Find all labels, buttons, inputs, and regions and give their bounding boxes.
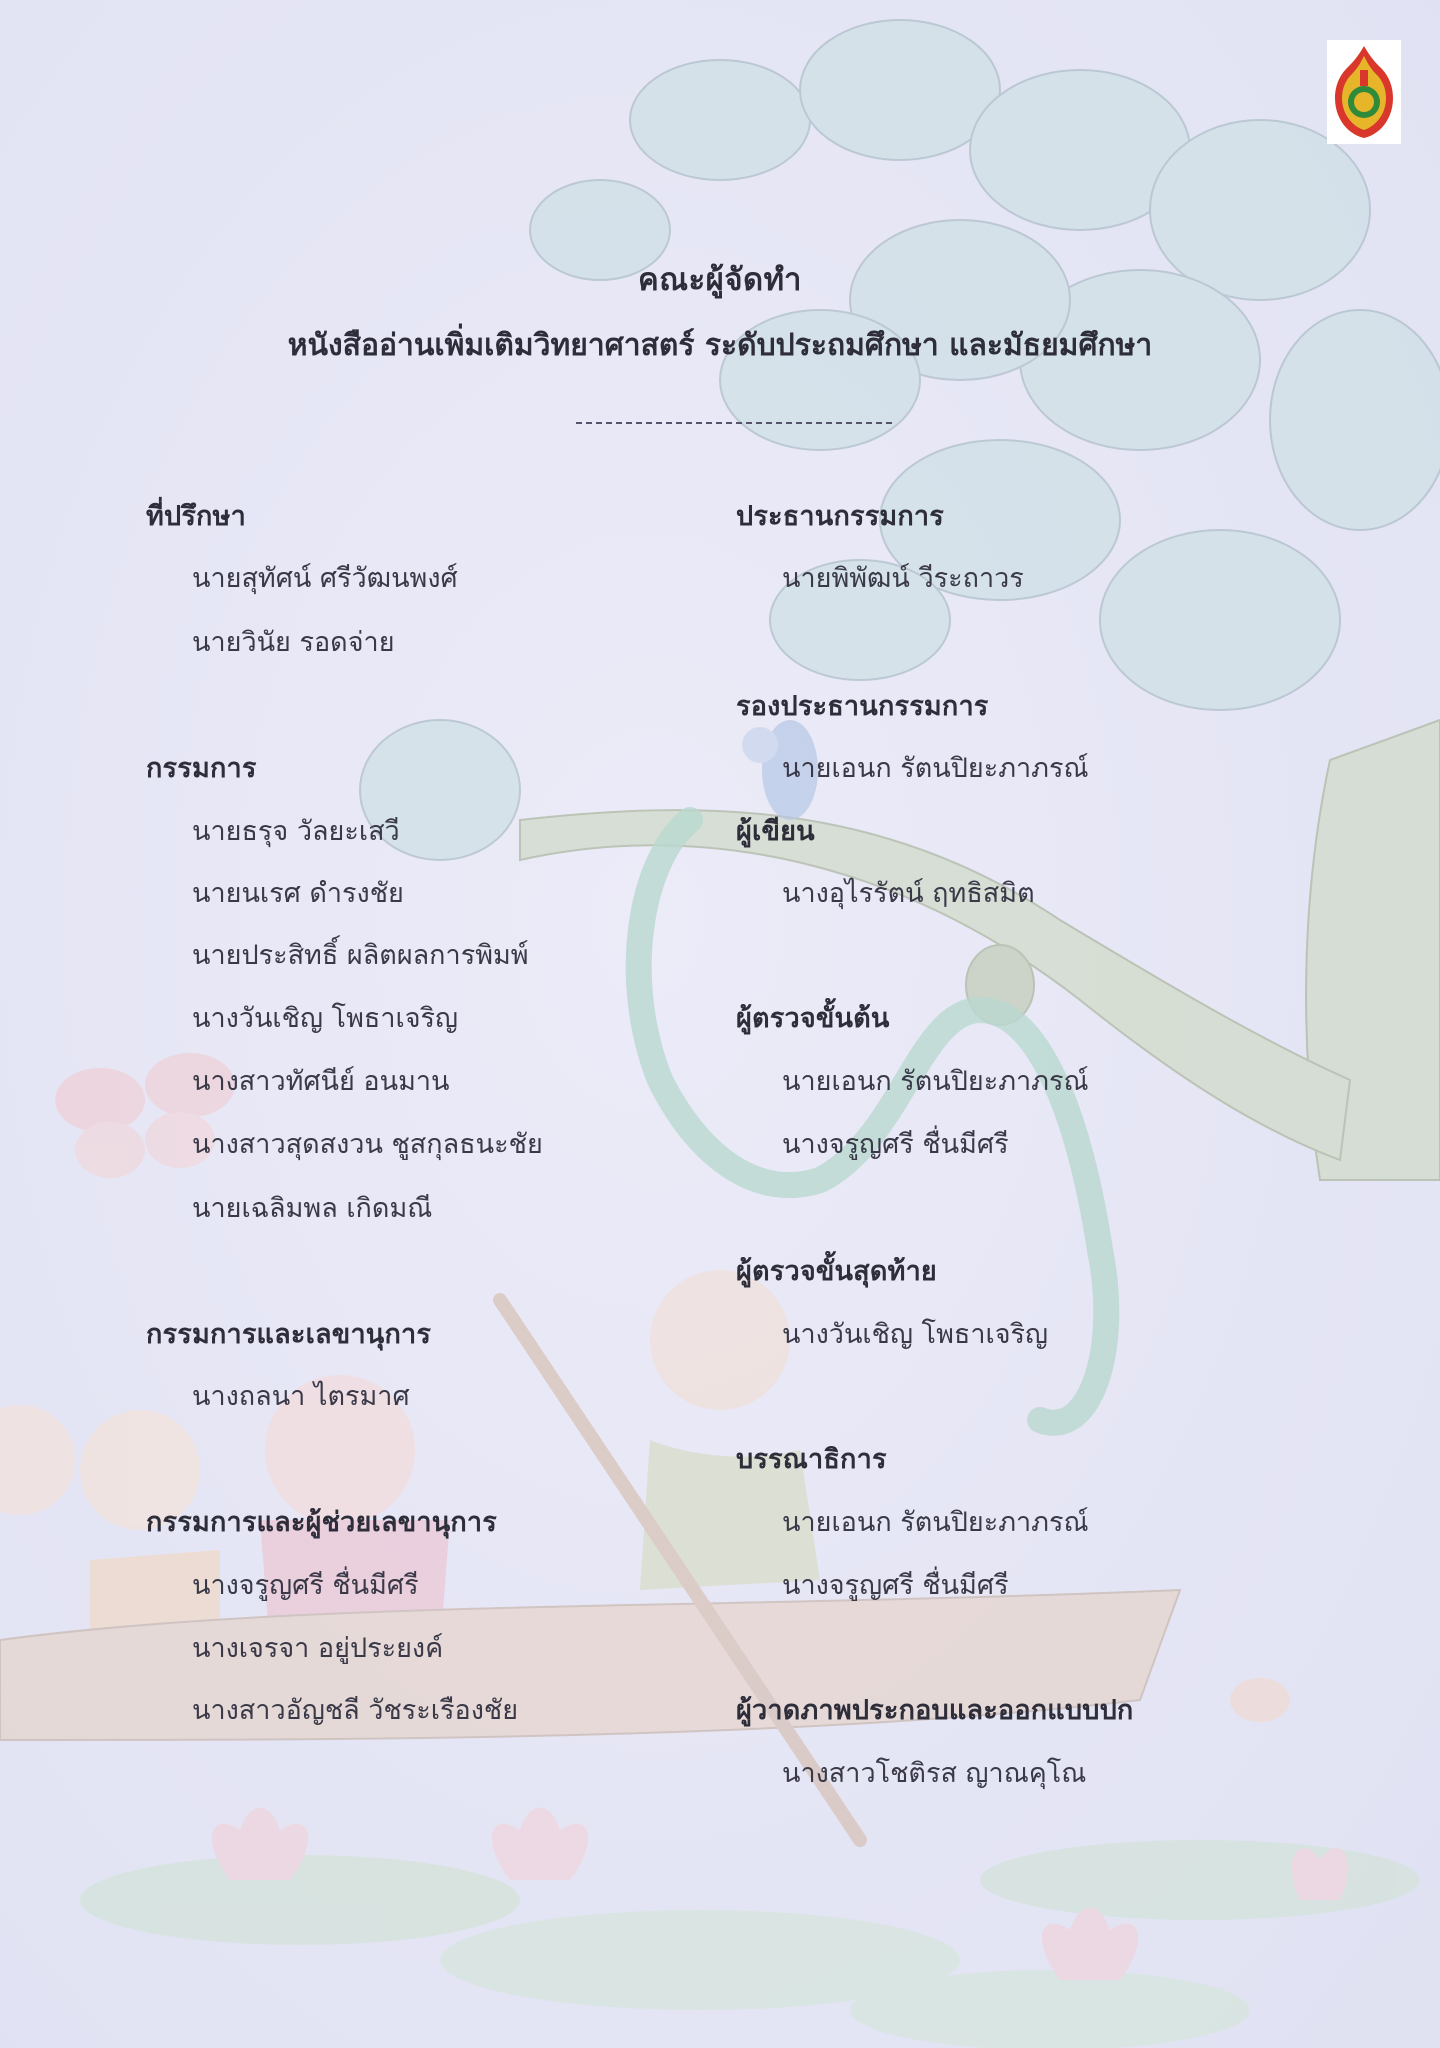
committee-member: นางสาวทัศนีย์ อนมาน bbox=[192, 1066, 450, 1097]
final-review-heading: ผู้ตรวจขั้นสุดท้าย bbox=[736, 1256, 937, 1287]
page-title: คณะผู้จัดทำ bbox=[638, 262, 802, 298]
committee-member: นางสาวสุดสงวน ชูสกุลธนะชัย bbox=[192, 1129, 543, 1160]
secretary-name: นางถลนา ไตรมาศ bbox=[192, 1381, 410, 1412]
author-name: นางอุไรรัตน์ ฤทธิสมิต bbox=[782, 878, 1035, 909]
title-divider bbox=[576, 422, 892, 424]
chair-name: นายพิพัฒน์ วีระถาวร bbox=[782, 563, 1024, 594]
illustrator-name: นางสาวโชติรส ญาณคุโณ bbox=[782, 1758, 1087, 1789]
ministry-emblem bbox=[1327, 40, 1401, 144]
editors-heading: บรรณาธิการ bbox=[736, 1444, 887, 1475]
first-reviewer-name: นายเอนก รัตนปิยะภาภรณ์ bbox=[782, 1066, 1089, 1097]
editor-name: นายเอนก รัตนปิยะภาภรณ์ bbox=[782, 1507, 1089, 1538]
assistant-secretary-name: นางสาวอัญชลี วัชระเรืองชัย bbox=[192, 1695, 519, 1726]
secretary-heading: กรรมการและเลขานุการ bbox=[146, 1319, 432, 1350]
page-subtitle: หนังสืออ่านเพิ่มเติมวิทยาศาสตร์ ระดับประถมศึกษา และมัธยมศึกษา bbox=[287, 328, 1153, 363]
final-reviewer-name: นางวันเชิญ โพธาเจริญ bbox=[782, 1319, 1049, 1350]
advisor-name: นายสุทัศน์ ศรีวัฒนพงศ์ bbox=[192, 563, 458, 594]
editor-name: นางจรูญศรี ชื่นมีศรี bbox=[782, 1570, 1009, 1601]
committee-heading: กรรมการ bbox=[146, 753, 257, 784]
author-heading: ผู้เขียน bbox=[736, 816, 815, 847]
advisors-heading: ที่ปรึกษา bbox=[146, 501, 246, 532]
committee-member: นายธรุจ วัลยะเสวี bbox=[192, 816, 400, 847]
committee-member: นางวันเชิญ โพธาเจริญ bbox=[192, 1003, 459, 1034]
assistant-secretary-name: นางจรูญศรี ชื่นมีศรี bbox=[192, 1570, 419, 1601]
first-review-heading: ผู้ตรวจขั้นต้น bbox=[736, 1003, 890, 1034]
committee-member: นายนเรศ ดำรงชัย bbox=[192, 878, 404, 909]
vice-chair-heading: รองประธานกรรมการ bbox=[736, 691, 989, 722]
chair-heading: ประธานกรรมการ bbox=[736, 501, 945, 532]
assistant-secretary-heading: กรรมการและผู้ช่วยเลขานุการ bbox=[146, 1507, 497, 1538]
assistant-secretary-name: นางเจรจา อยู่ประยงค์ bbox=[192, 1633, 444, 1664]
committee-member: นายเฉลิมพล เกิดมณี bbox=[192, 1193, 433, 1224]
vice-chair-name: นายเอนก รัตนปิยะภาภรณ์ bbox=[782, 753, 1089, 784]
committee-member: นายประสิทธิ์ ผลิตผลการพิมพ์ bbox=[192, 940, 529, 971]
advisor-name: นายวินัย รอดจ่าย bbox=[192, 627, 395, 658]
illustrator-heading: ผู้วาดภาพประกอบและออกแบบปก bbox=[736, 1695, 1134, 1726]
first-reviewer-name: นางจรูญศรี ชื่นมีศรี bbox=[782, 1129, 1009, 1160]
